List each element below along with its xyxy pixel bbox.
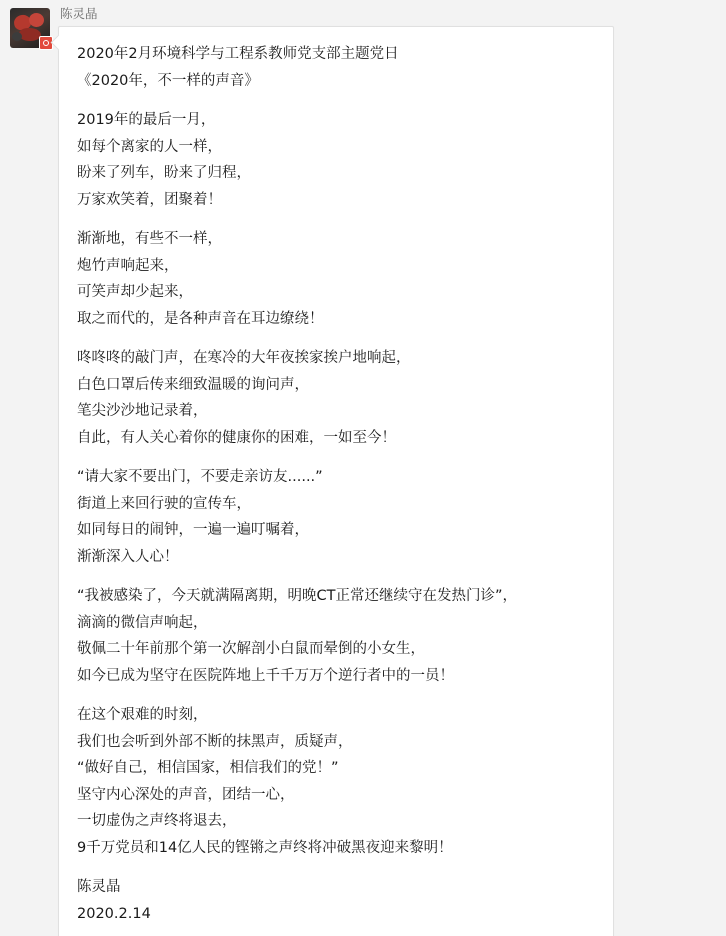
message-line: 渐渐深入人心！ (77, 548, 179, 565)
message-line: 如每个离家的人一样， (77, 138, 222, 155)
message-line: 在这个艰难的时刻， (77, 707, 208, 723)
message-line: 2020年2月环境科学与工程系教师党支部主题党日 (77, 46, 399, 62)
message-bubble[interactable] (58, 26, 614, 936)
message-line-blank (77, 570, 595, 583)
message-line-blank (77, 94, 595, 107)
avatar[interactable] (10, 8, 50, 48)
message-line: 可笑声却少起来， (77, 284, 193, 300)
message-line: 取之而代的，是各种声音在耳边缭绕！ (77, 310, 324, 327)
message-line: 陈灵晶 (77, 879, 121, 895)
message-line: 白色口罩后传来细致温暖的询问声， (77, 376, 309, 393)
message-line: 2020.2.14 (77, 905, 151, 922)
message-line: “请大家不要出门，不要走亲访友......” (77, 469, 323, 485)
message-line: 炮竹声响起来， (77, 257, 179, 274)
message-line-blank (77, 332, 595, 345)
message-line: 盼来了列车，盼来了归程， (77, 165, 251, 181)
message-line: 笔尖沙沙地记录着， (77, 403, 208, 419)
message-line: 9千万党员和14亿人民的铿锵之声终将冲破黑夜迎来黎明！ (77, 839, 453, 856)
message-line-blank (77, 689, 595, 702)
message-line-blank (77, 213, 595, 226)
message-line: 敬佩二十年前那个第一次解剖小白鼠而晕倒的小女生， (77, 641, 425, 657)
message-line: 滴滴的微信声响起， (77, 614, 208, 631)
message-line-blank (77, 861, 595, 874)
message-line: 坚守内心深处的声音，团结一心， (77, 786, 295, 803)
message-line: “我被感染了，今天就满隔离期，明晚CT正常还继续守在发热门诊”， (77, 588, 518, 604)
avatar-shape-corner (12, 32, 22, 41)
message-line: 万家欢笑着，团聚着！ (77, 191, 222, 208)
message-line: 《2020年，不一样的声音》 (77, 72, 259, 89)
message-line: 咚咚咚的敲门声，在寒冷的大年夜挨家挨户地响起， (77, 350, 411, 366)
message-line-blank (77, 451, 595, 464)
message-line: 2019年的最后一月， (77, 112, 216, 128)
message-body (77, 41, 595, 927)
sender-name: 陈灵晶 (60, 7, 98, 21)
message-line: “做好自己，相信国家，相信我们的党！” (77, 760, 339, 776)
message-line: 如今已成为坚守在医院阵地上千千万万个逆行者中的一员！ (77, 667, 454, 684)
message-line: 我们也会听到外部不断的抹黑声，质疑声， (77, 733, 353, 750)
message-column (58, 6, 614, 936)
message-line: 一切虚伪之声终将退去， (77, 813, 237, 829)
message-line: 渐渐地，有些不一样， (77, 231, 222, 247)
message-line: 自此，有人关心着你的健康你的困难，一如至今！ (77, 429, 396, 446)
message-line: 如同每日的闹钟，一遍一遍叮嘱着， (77, 522, 309, 538)
avatar-shape-bottom (19, 28, 41, 41)
message-line: 街道上来回行驶的宣传车， (77, 495, 251, 512)
